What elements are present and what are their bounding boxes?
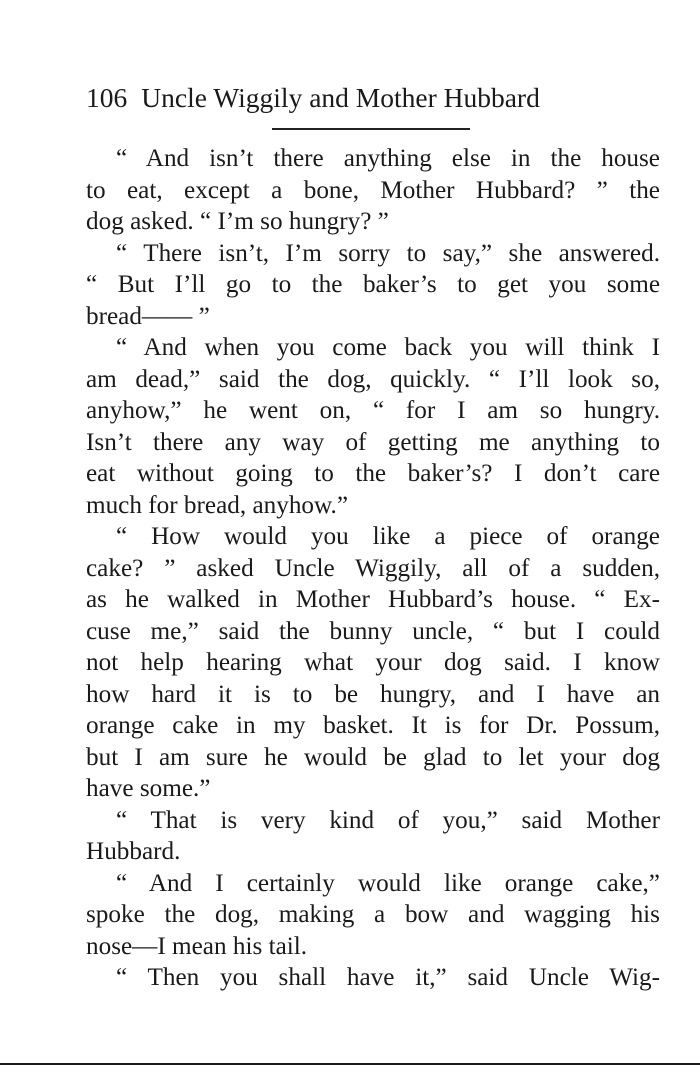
text-line: cuse me,” said the bunny uncle, “ but I could (86, 617, 660, 645)
text-line: spoke the dog, making a bow and wagging his (86, 901, 660, 928)
text-line: eat without going to the baker’s? I don’t care (86, 460, 660, 487)
text-line: bread—— ” (86, 302, 210, 330)
page-number: 106 (86, 82, 128, 113)
text-line: “ And when you come back you will think I (116, 334, 660, 361)
text-line: dog asked. “ I’m so hungry? ” (86, 208, 389, 235)
body-text (86, 143, 660, 994)
text-line: nose—I mean his tail. (86, 932, 308, 960)
text-line: how hard it is to be hungry, and I have an (86, 680, 660, 708)
text-line: “ And isn’t there anything else in the house (116, 145, 660, 172)
text-line: “ But I’ll go to the baker’s to get you some (86, 271, 660, 298)
bottom-rule (0, 1063, 700, 1065)
text-line: to eat, except a bone, Mother Hubbard? ” the (86, 176, 660, 204)
text-line: orange cake in my basket. It is for Dr. Possum, (86, 712, 660, 739)
running-head (86, 80, 646, 116)
text-line: much for bread, anyhow.” (86, 491, 349, 519)
text-line: have some.” (86, 775, 211, 802)
text-line: but I am sure he would be glad to let your dog (86, 743, 660, 771)
text-line: “ That is very kind of you,” said Mother (116, 806, 660, 834)
text-line: anyhow,” he went on, “ for I am so hungry. (86, 397, 660, 424)
text-line: Isn’t there any way of getting me anything to (86, 428, 660, 456)
text-line: cake? ” asked Uncle Wiggily, all of a sudden, (86, 554, 660, 582)
running-title: Uncle Wiggily and Mother Hubbard (141, 82, 540, 113)
text-line: not help hearing what your dog said. I know (86, 649, 660, 676)
text-line: “ There isn’t, I’m sorry to say,” she answered. (116, 239, 660, 267)
text-line: am dead,” said the dog, quickly. “ I’ll look so, (86, 365, 660, 393)
text-line: Hubbard. (86, 838, 181, 865)
text-line: “ And I certainly would like orange cake,” (116, 869, 660, 897)
text-line: “ How would you like a piece of orange (116, 523, 660, 550)
header-rule (272, 128, 470, 130)
text-line: “ Then you shall have it,” said Uncle Wig- (116, 964, 660, 991)
text-line: as he walked in Mother Hubbard’s house. “ Ex- (86, 586, 660, 613)
